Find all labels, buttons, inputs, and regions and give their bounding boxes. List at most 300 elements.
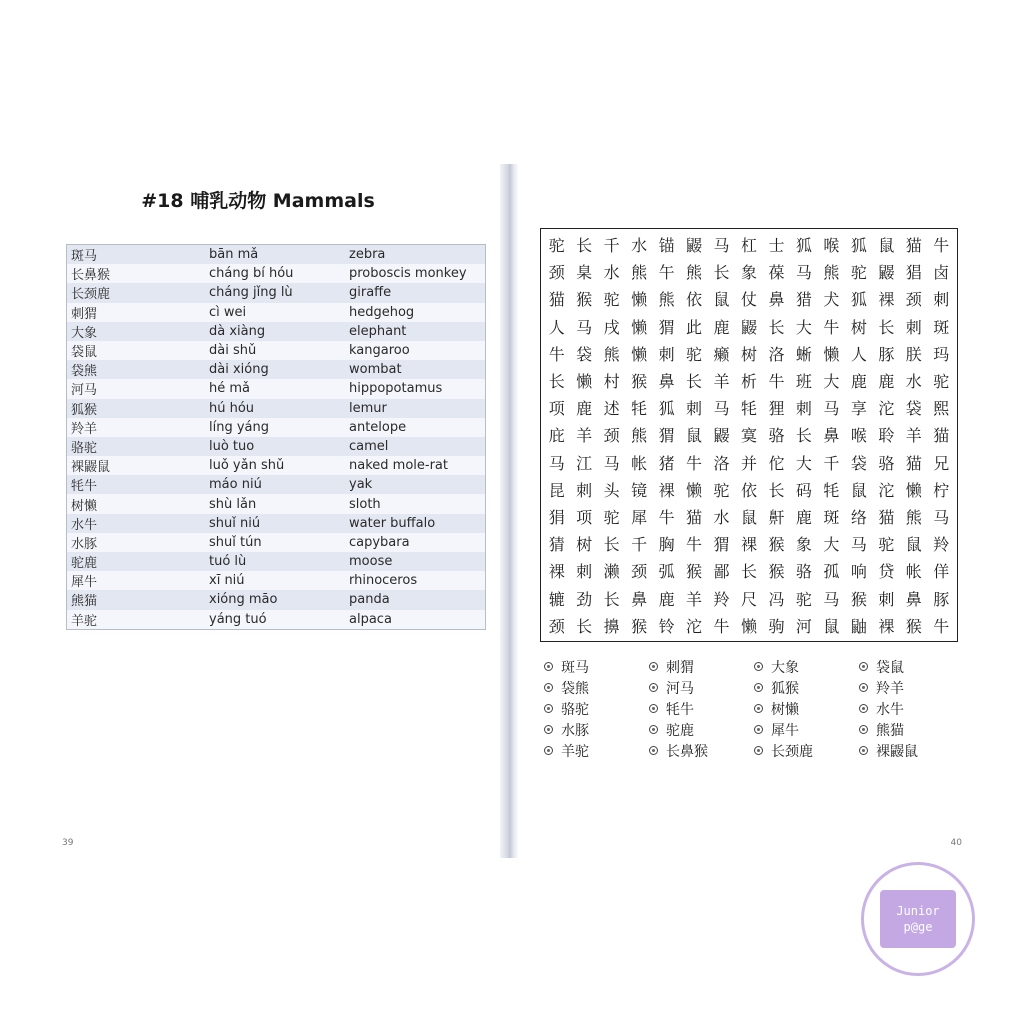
vocab-pinyin: hé mǎ xyxy=(209,381,250,397)
grid-cell: 猫 xyxy=(686,508,703,528)
vocab-pinyin: hú hóu xyxy=(209,400,255,416)
grid-cell: 牦 xyxy=(740,399,757,419)
table-row xyxy=(67,590,485,609)
grid-cell: 牛 xyxy=(933,616,950,636)
word-search-grid xyxy=(540,228,958,642)
grid-cell: 马 xyxy=(823,589,840,609)
grid-cell: 猴 xyxy=(631,372,648,392)
grid-cell: 马 xyxy=(548,453,565,473)
word-list-label: 熊猫 xyxy=(876,722,904,739)
word-list-item xyxy=(754,742,859,759)
grid-cell: 大 xyxy=(795,317,812,337)
vocab-pinyin: dài shǔ xyxy=(209,343,257,359)
grid-cell: 象 xyxy=(740,263,757,283)
vocab-english: giraffe xyxy=(349,285,392,301)
grid-cell: 昆 xyxy=(548,480,565,500)
table-row xyxy=(67,571,485,590)
grid-cell: 濑 xyxy=(603,562,620,582)
grid-cell: 猴 xyxy=(686,562,703,582)
grid-cell: 骆 xyxy=(878,453,895,473)
grid-cell: 长 xyxy=(740,562,757,582)
circle-bullet-icon xyxy=(649,746,658,755)
grid-cell: 杠 xyxy=(740,236,757,256)
grid-cell: 大 xyxy=(795,453,812,473)
grid-cell: 牛 xyxy=(768,372,785,392)
grid-cell: 狸 xyxy=(768,399,785,419)
grid-cell: 鼠 xyxy=(905,535,922,555)
grid-cell: 鹿 xyxy=(658,589,675,609)
grid-cell: 头 xyxy=(603,480,620,500)
vocab-pinyin: shuǐ niú xyxy=(209,515,261,531)
grid-cell: 羚 xyxy=(713,589,730,609)
grid-cell: 袋 xyxy=(576,344,593,364)
grid-cell: 项 xyxy=(576,508,593,528)
circle-bullet-icon xyxy=(649,683,658,692)
grid-cell: 牛 xyxy=(686,535,703,555)
grid-cell: 擤 xyxy=(603,616,620,636)
grid-cell: 尺 xyxy=(740,589,757,609)
grid-cell: 玛 xyxy=(933,344,950,364)
word-list-item xyxy=(754,658,859,675)
table-row xyxy=(67,322,485,341)
vocab-english: rhinoceros xyxy=(349,573,418,589)
grid-cell: 鄙 xyxy=(713,562,730,582)
vocab-hanzi: 水牛 xyxy=(71,517,98,533)
book-spread xyxy=(38,166,982,856)
word-list-item xyxy=(544,658,649,675)
grid-cell: 鼻 xyxy=(823,426,840,446)
circle-bullet-icon xyxy=(544,662,553,671)
circle-bullet-icon xyxy=(544,725,553,734)
grid-cell: 驼 xyxy=(713,480,730,500)
word-list-label: 狐猴 xyxy=(771,680,799,697)
table-row xyxy=(67,399,485,418)
grid-cell: 熙 xyxy=(933,399,950,419)
grid-cell: 牛 xyxy=(548,344,565,364)
left-page xyxy=(38,166,501,856)
circle-bullet-icon xyxy=(754,746,763,755)
word-list-item xyxy=(649,658,754,675)
grid-cell: 刺 xyxy=(658,344,675,364)
grid-cell: 鼻 xyxy=(658,372,675,392)
grid-cell: 猫 xyxy=(905,453,922,473)
table-row xyxy=(67,418,485,437)
grid-cell: 猖 xyxy=(905,263,922,283)
word-list-item xyxy=(649,679,754,696)
vocab-hanzi: 羚羊 xyxy=(71,421,98,437)
grid-cell: 帐 xyxy=(631,453,648,473)
grid-cell: 羚 xyxy=(933,535,950,555)
grid-cell: 朕 xyxy=(905,344,922,364)
grid-cell: 千 xyxy=(603,236,620,256)
grid-cell: 刺 xyxy=(686,399,703,419)
grid-cell: 羊 xyxy=(686,589,703,609)
grid-cell: 熊 xyxy=(905,508,922,528)
word-list-item xyxy=(754,679,859,696)
grid-cell: 马 xyxy=(576,317,593,337)
table-row xyxy=(67,475,485,494)
grid-cell: 享 xyxy=(850,399,867,419)
grid-cell: 熊 xyxy=(631,426,648,446)
vocab-pinyin: líng yáng xyxy=(209,419,269,435)
logo-book-icon xyxy=(880,890,956,948)
word-list-label: 牦牛 xyxy=(666,701,694,718)
grid-cell: 斑 xyxy=(933,317,950,337)
vocab-hanzi: 狐猴 xyxy=(71,402,98,418)
grid-cell: 懒 xyxy=(576,372,593,392)
grid-cell: 蜥 xyxy=(795,344,812,364)
grid-cell: 懒 xyxy=(686,480,703,500)
vocab-english: zebra xyxy=(349,247,386,263)
grid-cell: 人 xyxy=(548,317,565,337)
grid-cell: 猴 xyxy=(850,589,867,609)
vocab-english: alpaca xyxy=(349,611,392,627)
grid-cell: 熊 xyxy=(631,263,648,283)
grid-cell: 猴 xyxy=(768,562,785,582)
right-page xyxy=(518,166,982,856)
grid-cell: 依 xyxy=(686,290,703,310)
grid-cell: 佗 xyxy=(768,453,785,473)
grid-cell: 刺 xyxy=(905,317,922,337)
grid-cell: 长 xyxy=(576,236,593,256)
grid-cell: 懒 xyxy=(823,344,840,364)
grid-cell: 马 xyxy=(603,453,620,473)
page-number-left: 39 xyxy=(62,838,74,848)
grid-cell: 猴 xyxy=(768,535,785,555)
grid-cell: 卤 xyxy=(933,263,950,283)
grid-cell: 水 xyxy=(603,263,620,283)
grid-cell: 牛 xyxy=(933,236,950,256)
grid-cell: 镜 xyxy=(631,480,648,500)
grid-cell: 懒 xyxy=(905,480,922,500)
word-list-label: 羊驼 xyxy=(561,743,589,760)
vocab-english: hedgehog xyxy=(349,304,415,320)
grid-cell: 猴 xyxy=(576,290,593,310)
grid-cell: 驼 xyxy=(603,508,620,528)
grid-cell: 猫 xyxy=(878,508,895,528)
grid-cell: 豚 xyxy=(933,589,950,609)
vocab-hanzi: 袋鼠 xyxy=(71,345,98,361)
vocab-hanzi: 水豚 xyxy=(71,536,98,552)
grid-cell: 庇 xyxy=(548,426,565,446)
table-row xyxy=(67,437,485,456)
grid-cell: 牛 xyxy=(658,508,675,528)
grid-cell: 鼬 xyxy=(850,616,867,636)
grid-cell: 羊 xyxy=(713,372,730,392)
circle-bullet-icon xyxy=(754,662,763,671)
grid-cell: 寞 xyxy=(740,426,757,446)
logo-text-line1: Junior xyxy=(896,904,940,918)
vocab-english: moose xyxy=(349,554,393,570)
vocab-english: water buffalo xyxy=(349,515,436,531)
grid-cell: 冯 xyxy=(768,589,785,609)
grid-cell: 鼹 xyxy=(713,426,730,446)
grid-cell: 长 xyxy=(576,616,593,636)
grid-cell: 颈 xyxy=(548,616,565,636)
table-row xyxy=(67,610,485,629)
grid-cell: 长 xyxy=(603,589,620,609)
grid-cell: 鼾 xyxy=(768,508,785,528)
word-list-item xyxy=(649,742,754,759)
vocab-english: panda xyxy=(349,592,390,608)
word-list-label: 羚羊 xyxy=(876,680,904,697)
grid-cell: 兄 xyxy=(933,453,950,473)
word-list-label: 斑马 xyxy=(561,659,589,676)
grid-cell: 鼻 xyxy=(768,290,785,310)
grid-cell: 弧 xyxy=(658,562,675,582)
junior-page-logo xyxy=(861,862,975,976)
circle-bullet-icon xyxy=(754,683,763,692)
circle-bullet-icon xyxy=(859,725,868,734)
table-row xyxy=(67,533,485,552)
grid-cell: 劲 xyxy=(576,589,593,609)
page-number-right: 40 xyxy=(950,838,962,848)
vocab-english: proboscis monkey xyxy=(349,266,467,282)
grid-cell: 驼 xyxy=(686,344,703,364)
grid-cell: 贷 xyxy=(878,562,895,582)
table-row xyxy=(67,456,485,475)
grid-cell: 羊 xyxy=(905,426,922,446)
vocab-english: yak xyxy=(349,477,373,493)
vocab-english: lemur xyxy=(349,400,387,416)
word-list-item xyxy=(544,742,649,759)
vocab-english: hippopotamus xyxy=(349,381,443,397)
grid-cell: 鼠 xyxy=(878,236,895,256)
vocab-pinyin: luǒ yǎn shǔ xyxy=(209,458,285,474)
grid-cell: 聆 xyxy=(878,426,895,446)
grid-cell: 猫 xyxy=(905,236,922,256)
grid-cell: 牛 xyxy=(823,317,840,337)
grid-cell: 树 xyxy=(740,344,757,364)
grid-cell: 裸 xyxy=(878,290,895,310)
table-row xyxy=(67,552,485,571)
grid-cell: 熊 xyxy=(603,344,620,364)
grid-cell: 马 xyxy=(713,236,730,256)
grid-cell: 帐 xyxy=(905,562,922,582)
logo-text-line2: p@ge xyxy=(903,920,933,934)
grid-cell: 斑 xyxy=(823,508,840,528)
grid-cell: 马 xyxy=(713,399,730,419)
grid-cell: 裸 xyxy=(658,480,675,500)
grid-cell: 狐 xyxy=(850,236,867,256)
grid-cell: 大 xyxy=(823,372,840,392)
grid-cell: 猬 xyxy=(713,535,730,555)
word-list-label: 袋熊 xyxy=(561,680,589,697)
grid-cell: 驼 xyxy=(878,535,895,555)
grid-cell: 项 xyxy=(548,399,565,419)
grid-cell: 马 xyxy=(795,263,812,283)
grid-cell: 村 xyxy=(603,372,620,392)
grid-cell: 袋 xyxy=(905,399,922,419)
grid-cell: 马 xyxy=(850,535,867,555)
grid-cell: 洛 xyxy=(713,453,730,473)
vocab-pinyin: luò tuo xyxy=(209,438,255,454)
vocab-hanzi: 斑马 xyxy=(71,249,98,265)
grid-cell: 猫 xyxy=(933,426,950,446)
grid-cell: 班 xyxy=(795,372,812,392)
word-list-label: 水牛 xyxy=(876,701,904,718)
grid-cell: 响 xyxy=(850,562,867,582)
table-row xyxy=(67,514,485,533)
vocab-english: wombat xyxy=(349,362,402,378)
vocab-hanzi: 熊猫 xyxy=(71,594,98,610)
grid-cell: 树 xyxy=(850,317,867,337)
table-row xyxy=(67,303,485,322)
grid-cell: 癞 xyxy=(713,344,730,364)
circle-bullet-icon xyxy=(859,662,868,671)
grid-cell: 马 xyxy=(823,399,840,419)
grid-cell: 辘 xyxy=(548,589,565,609)
vocab-pinyin: shù lǎn xyxy=(209,496,257,512)
grid-cell: 络 xyxy=(850,508,867,528)
word-list-label: 裸鼹鼠 xyxy=(876,743,918,760)
grid-cell: 牦 xyxy=(631,399,648,419)
grid-cell: 鼹 xyxy=(878,263,895,283)
book-gutter xyxy=(500,164,518,858)
grid-cell: 狐 xyxy=(795,236,812,256)
grid-cell: 沱 xyxy=(878,399,895,419)
grid-cell: 熊 xyxy=(686,263,703,283)
grid-cell: 长 xyxy=(686,372,703,392)
grid-cell: 臬 xyxy=(576,263,593,283)
vocab-pinyin: dà xiàng xyxy=(209,323,266,339)
grid-cell: 驼 xyxy=(933,372,950,392)
grid-cell: 懒 xyxy=(740,616,757,636)
grid-cell: 午 xyxy=(658,263,675,283)
grid-cell: 驼 xyxy=(548,236,565,256)
word-list-item xyxy=(544,679,649,696)
grid-cell: 狐 xyxy=(850,290,867,310)
circle-bullet-icon xyxy=(649,662,658,671)
word-list-label: 树懒 xyxy=(771,701,799,718)
grid-cell: 鼻 xyxy=(631,589,648,609)
vocab-pinyin: cháng bí hóu xyxy=(209,266,294,282)
word-list-item xyxy=(859,721,964,738)
grid-cell: 江 xyxy=(576,453,593,473)
grid-cell: 鼠 xyxy=(713,290,730,310)
grid-cell: 鹿 xyxy=(795,508,812,528)
grid-cell: 刺 xyxy=(576,480,593,500)
vocab-hanzi: 犀牛 xyxy=(71,575,98,591)
grid-cell: 马 xyxy=(933,508,950,528)
grid-cell: 刺 xyxy=(576,562,593,582)
circle-bullet-icon xyxy=(544,746,553,755)
grid-cell: 驹 xyxy=(768,616,785,636)
word-list-item xyxy=(649,700,754,717)
grid-cell: 树 xyxy=(576,535,593,555)
vocab-english: elephant xyxy=(349,323,407,339)
grid-cell: 长 xyxy=(768,480,785,500)
circle-bullet-icon xyxy=(649,725,658,734)
vocab-pinyin: xī niú xyxy=(209,573,245,589)
grid-cell: 鼠 xyxy=(850,480,867,500)
vocab-english: kangaroo xyxy=(349,343,410,359)
grid-cell: 懒 xyxy=(631,290,648,310)
table-row xyxy=(67,283,485,302)
vocab-pinyin: shuǐ tún xyxy=(209,534,262,550)
table-row xyxy=(67,494,485,513)
word-list-item xyxy=(649,721,754,738)
word-list-item xyxy=(544,721,649,738)
grid-cell: 驼 xyxy=(795,589,812,609)
grid-cell: 象 xyxy=(795,535,812,555)
word-list-item xyxy=(754,721,859,738)
circle-bullet-icon xyxy=(859,683,868,692)
grid-cell: 鼠 xyxy=(823,616,840,636)
grid-cell: 刺 xyxy=(795,399,812,419)
grid-cell: 葆 xyxy=(768,263,785,283)
grid-cell: 士 xyxy=(768,236,785,256)
grid-cell: 并 xyxy=(740,453,757,473)
grid-cell: 鼻 xyxy=(905,589,922,609)
grid-cell: 颈 xyxy=(905,290,922,310)
grid-cell: 沱 xyxy=(878,480,895,500)
grid-cell: 沱 xyxy=(686,616,703,636)
word-list-item xyxy=(859,658,964,675)
grid-cell: 懒 xyxy=(631,344,648,364)
grid-cell: 牦 xyxy=(823,480,840,500)
vocab-hanzi: 裸鼹鼠 xyxy=(71,460,111,476)
vocab-pinyin: xióng māo xyxy=(209,592,278,608)
vocab-hanzi: 驼鹿 xyxy=(71,556,98,572)
vocab-pinyin: bān mǎ xyxy=(209,247,259,263)
vocab-pinyin: cì wei xyxy=(209,304,247,320)
vocab-hanzi: 牦牛 xyxy=(71,479,98,495)
grid-cell: 猎 xyxy=(795,290,812,310)
grid-cell: 猴 xyxy=(631,616,648,636)
grid-cell: 熊 xyxy=(823,263,840,283)
grid-cell: 水 xyxy=(631,236,648,256)
circle-bullet-icon xyxy=(859,746,868,755)
grid-cell: 柠 xyxy=(933,480,950,500)
word-list-label: 袋鼠 xyxy=(876,659,904,676)
grid-cell: 猜 xyxy=(548,535,565,555)
circle-bullet-icon xyxy=(754,704,763,713)
grid-cell: 羊 xyxy=(576,426,593,446)
grid-cell: 狐 xyxy=(658,399,675,419)
table-row xyxy=(67,264,485,283)
vocab-english: naked mole-rat xyxy=(349,458,448,474)
vocab-hanzi: 骆驼 xyxy=(71,440,98,456)
grid-cell: 码 xyxy=(795,480,812,500)
vocab-english: capybara xyxy=(349,534,410,550)
grid-cell: 仗 xyxy=(740,290,757,310)
word-list-label: 长鼻猴 xyxy=(666,743,708,760)
grid-cell: 裸 xyxy=(548,562,565,582)
word-list-label: 河马 xyxy=(666,680,694,697)
vocab-hanzi: 羊驼 xyxy=(71,613,98,629)
grid-cell: 大 xyxy=(823,535,840,555)
grid-cell: 析 xyxy=(740,372,757,392)
vocab-english: camel xyxy=(349,438,389,454)
table-row xyxy=(67,360,485,379)
grid-cell: 鹿 xyxy=(576,399,593,419)
grid-cell: 鼹 xyxy=(686,236,703,256)
vocab-english: sloth xyxy=(349,496,381,512)
word-list-label: 长颈鹿 xyxy=(771,743,813,760)
grid-cell: 千 xyxy=(631,535,648,555)
word-list-label: 犀牛 xyxy=(771,722,799,739)
grid-cell: 猬 xyxy=(658,426,675,446)
word-list-item xyxy=(544,700,649,717)
grid-cell: 犀 xyxy=(631,508,648,528)
word-list-item xyxy=(754,700,859,717)
grid-cell: 鹿 xyxy=(850,372,867,392)
word-list-item xyxy=(859,700,964,717)
grid-cell: 铃 xyxy=(658,616,675,636)
grid-cell: 长 xyxy=(878,317,895,337)
grid-cell: 袋 xyxy=(850,453,867,473)
